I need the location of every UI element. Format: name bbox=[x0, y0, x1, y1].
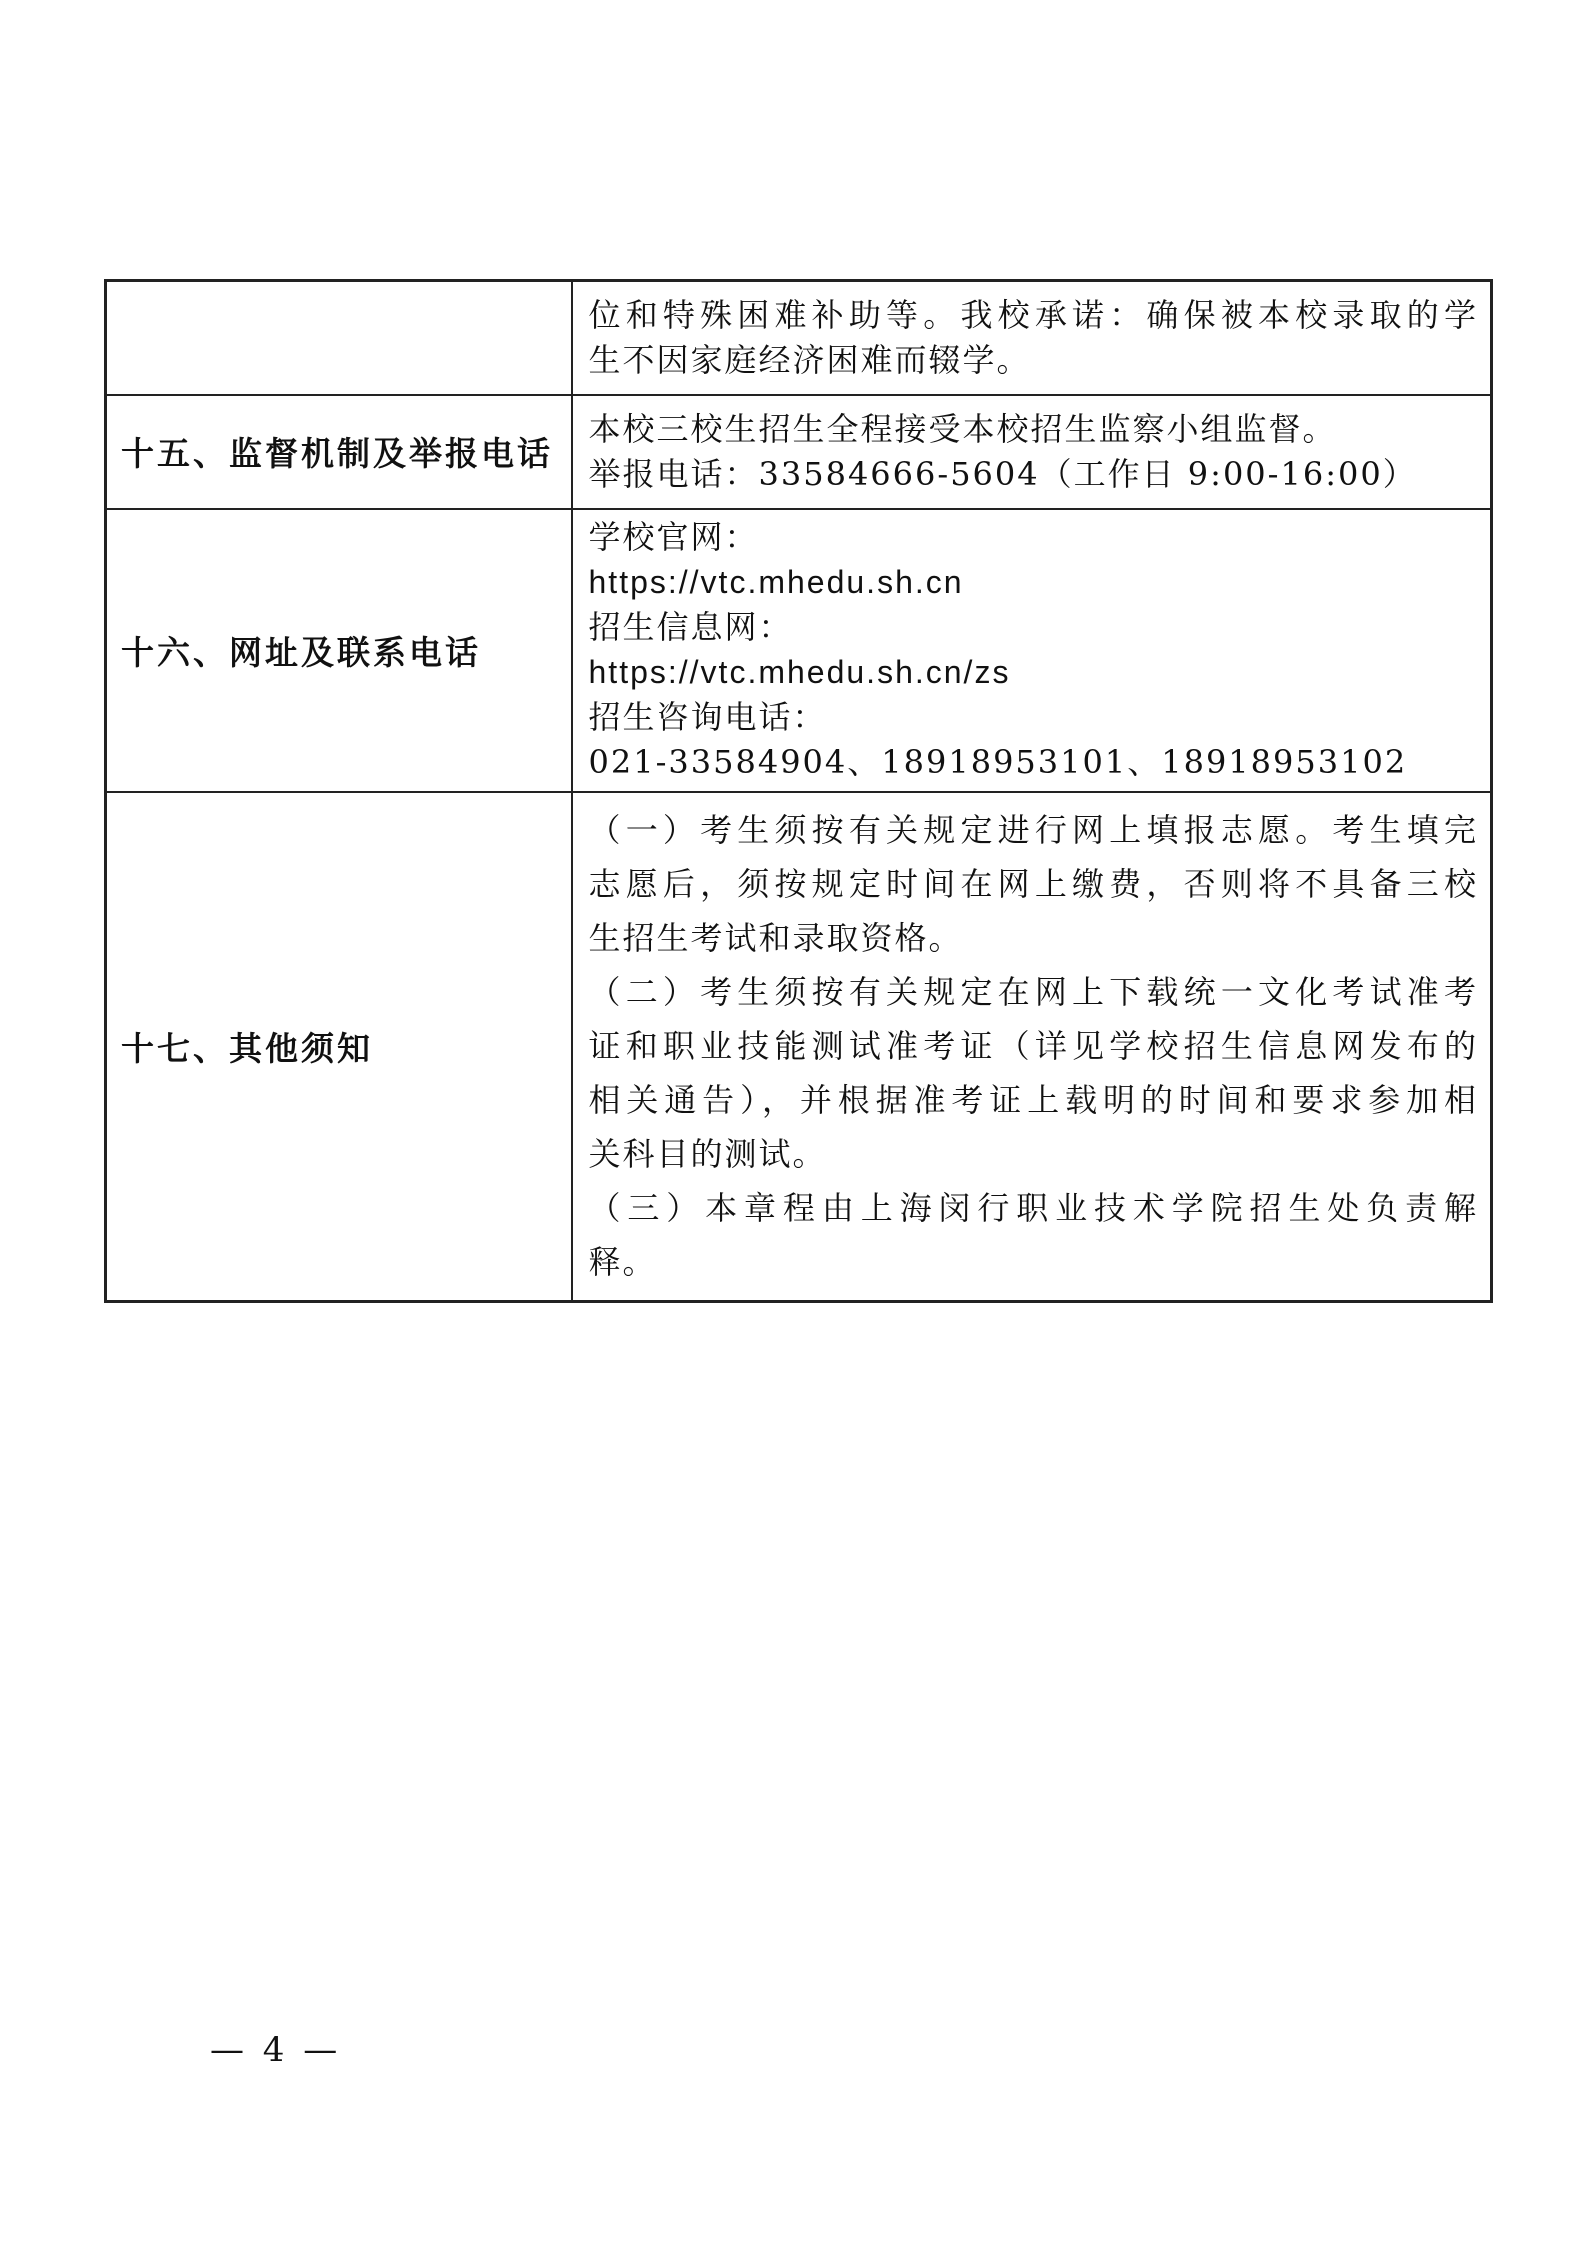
consult-phone-line: 021-33584904、18918953101、18918953102 bbox=[588, 743, 1408, 781]
row-content bbox=[572, 281, 1492, 395]
row-label: 十六、网址及联系电话 bbox=[106, 509, 572, 792]
admission-website-link[interactable]: https://vtc.mhedu.sh.cn/zs bbox=[588, 654, 1011, 690]
content-line: 关科目的测试。 bbox=[588, 1135, 827, 1174]
row-label bbox=[106, 281, 572, 395]
content-line: 学校官网： bbox=[588, 518, 759, 556]
content-line: （三）本章程由上海闵行职业技术学院招生处负责解 bbox=[588, 1189, 1476, 1228]
content-line: 释。 bbox=[588, 1243, 657, 1282]
content-line: 证和职业技能测试准考证（详见学校招生信息网发布的 bbox=[588, 1027, 1476, 1066]
admission-info-table bbox=[104, 279, 1493, 1303]
content-line: （二）考生须按有关规定在网上下载统一文化考试准考 bbox=[588, 973, 1476, 1012]
row-content bbox=[572, 792, 1492, 1302]
row-label: 十五、监督机制及举报电话 bbox=[106, 395, 572, 509]
table-row bbox=[106, 509, 1492, 792]
school-website-link[interactable]: https://vtc.mhedu.sh.cn bbox=[588, 564, 964, 600]
content-line: 生招生考试和录取资格。 bbox=[588, 919, 963, 958]
content-line: 位和特殊困难补助等。我校承诺：确保被本校录取的学 bbox=[588, 295, 1476, 334]
content-line: 生不因家庭经济困难而辍学。 bbox=[588, 340, 1031, 379]
page-number: — 4 — bbox=[210, 2030, 342, 2070]
report-phone-line: 举报电话：33584666-5604（工作日 9:00-16:00） bbox=[588, 454, 1417, 493]
table-row bbox=[106, 792, 1492, 1302]
row-label: 十七、其他须知 bbox=[106, 792, 572, 1302]
content-line: 相关通告），并根据准考证上载明的时间和要求参加相 bbox=[588, 1081, 1476, 1120]
table-row bbox=[106, 395, 1492, 509]
content-line: （一）考生须按有关规定进行网上填报志愿。考生填完 bbox=[588, 811, 1476, 850]
content-line: 招生信息网： bbox=[588, 608, 793, 646]
row-content bbox=[572, 509, 1492, 792]
row-content bbox=[572, 395, 1492, 509]
table-row bbox=[106, 281, 1492, 395]
content-line: 志愿后，须按规定时间在网上缴费，否则将不具备三校 bbox=[588, 865, 1476, 904]
content-line: 招生咨询电话： bbox=[588, 698, 827, 736]
content-line: 本校三校生招生全程接受本校招生监察小组监督。 bbox=[588, 409, 1337, 448]
